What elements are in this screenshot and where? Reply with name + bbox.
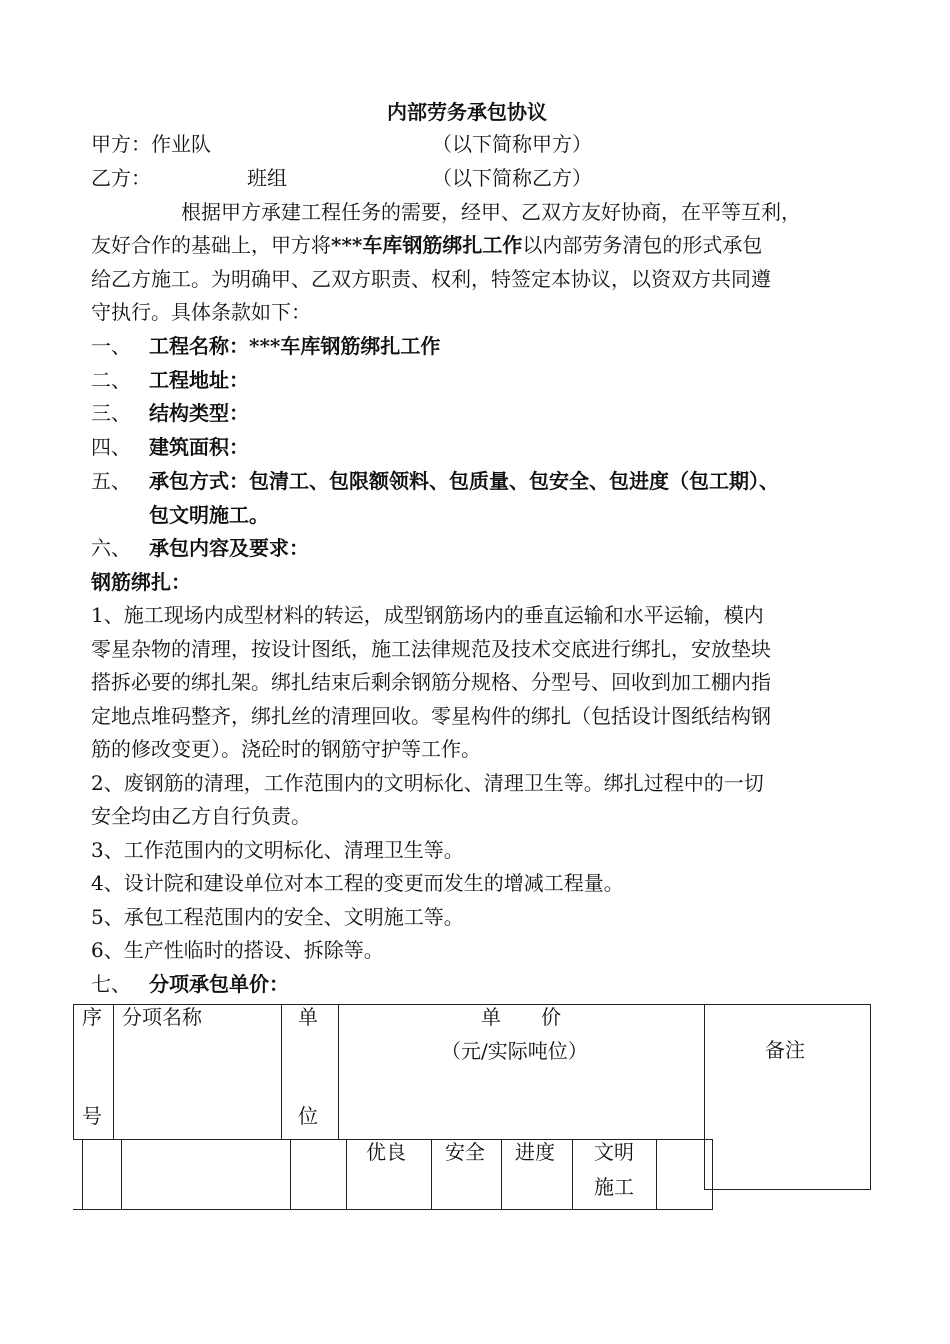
header-price-unit: （元/实际吨位） xyxy=(441,1039,588,1063)
table-border xyxy=(73,1004,74,1139)
item-line: 筋的修改变更）。浇砼时的钢筋守护等工作。 xyxy=(91,737,481,761)
party-b-note: （以下简称乙方） xyxy=(432,166,592,190)
item-line: 4、设计院和建设单位对本工程的变更而发生的增减工程量。 xyxy=(91,871,624,895)
item-line: 定地点堆码整齐，绑扎丝的清理回收。零星构件的绑扎（包括设计图纸结构钢 xyxy=(91,704,771,728)
header-price-title: 单 价 xyxy=(481,1005,561,1029)
party-b-label: 乙方： xyxy=(91,166,151,190)
clause-text: 建筑面积： xyxy=(149,435,249,459)
subheader-safety: 安全 xyxy=(445,1140,485,1164)
clause-number: 七、 xyxy=(91,972,131,996)
table-border xyxy=(656,1139,657,1210)
header-unit-bottom: 位 xyxy=(298,1104,318,1128)
clause-6 xyxy=(91,531,309,565)
subheader-good: 优良 xyxy=(366,1140,406,1164)
table-border xyxy=(281,1004,282,1139)
item-line: 2、废钢筋的清理，工作范围内的文明标化、清理卫生等。绑扎过程中的一切 xyxy=(91,771,764,795)
header-unit-top: 单 xyxy=(298,1005,318,1029)
header-seq-bottom: 号 xyxy=(82,1104,102,1128)
header-remark: 备注 xyxy=(765,1038,805,1062)
table-border xyxy=(113,1004,114,1139)
item-line: 零星杂物的清理，按设计图纸，施工法律规范及技术交底进行绑扎，安放垫块 xyxy=(91,637,771,661)
clause-1 xyxy=(91,329,440,363)
table-border xyxy=(346,1139,347,1210)
clause-number: 一、 xyxy=(91,334,131,358)
intro-line-1: 根据甲方承建工程任务的需要，经甲、乙双方友好协商，在平等互利， xyxy=(181,200,801,224)
table-border xyxy=(73,1209,713,1210)
item-line: 6、生产性临时的搭设、拆除等。 xyxy=(91,938,384,962)
header-seq-top: 序 xyxy=(82,1005,102,1029)
intro-line-2 xyxy=(91,228,762,262)
item-line: 安全均由乙方自行负责。 xyxy=(91,804,311,828)
table-border xyxy=(572,1139,573,1210)
table-border xyxy=(501,1139,502,1210)
party-a-note: （以下简称甲方） xyxy=(432,132,592,156)
clause-3 xyxy=(91,396,249,430)
clause-5 xyxy=(91,464,779,498)
item-line: 5、承包工程范围内的安全、文明施工等。 xyxy=(91,905,464,929)
table-border xyxy=(338,1004,339,1139)
clause-7 xyxy=(91,967,289,1001)
clause-4 xyxy=(91,430,249,464)
section-heading: 钢筋绑扎： xyxy=(91,570,191,594)
project-name-highlight: ***车库钢筋绑扎工作 xyxy=(331,233,523,257)
clause-5-continuation: 包文明施工。 xyxy=(149,503,269,527)
intro-line-2-start: 友好合作的基础上，甲方将 xyxy=(91,233,331,257)
intro-line-4: 守执行。具体条款如下： xyxy=(91,300,311,324)
clause-text: 结构类型： xyxy=(149,401,249,425)
clause-number: 二、 xyxy=(91,368,131,392)
clause-text: 分项承包单价： xyxy=(149,972,289,996)
item-line: 搭拆必要的绑扎架。绑扎结束后剩余钢筋分规格、分型号、回收到加工棚内指 xyxy=(91,670,771,694)
clause-2 xyxy=(91,363,249,397)
party-b-team: 班组 xyxy=(247,166,287,190)
table-border xyxy=(704,1004,705,1190)
table-border xyxy=(431,1139,432,1210)
clause-text: 工程名称：***车库钢筋绑扎工作 xyxy=(149,334,441,358)
page-title: 内部劳务承包协议 xyxy=(387,100,547,124)
subheader-progress: 进度 xyxy=(515,1140,555,1164)
header-item-name: 分项名称 xyxy=(122,1005,202,1029)
clause-number: 六、 xyxy=(91,536,131,560)
item-line: 1、施工现场内成型材料的转运，成型钢筋场内的垂直运输和水平运输，模内 xyxy=(91,603,764,627)
clause-number: 四、 xyxy=(91,435,131,459)
table-border xyxy=(870,1004,871,1190)
table-border xyxy=(82,1139,83,1210)
item-line: 3、工作范围内的文明标化、清理卫生等。 xyxy=(91,838,464,862)
clause-text: 工程地址： xyxy=(149,368,249,392)
table-border xyxy=(290,1139,291,1210)
subheader-civil-line2: 施工 xyxy=(594,1175,634,1199)
intro-line-3: 给乙方施工。为明确甲、乙双方职责、权利，特签定本协议，以资双方共同遵 xyxy=(91,267,771,291)
party-a-label: 甲方：作业队 xyxy=(91,132,211,156)
table-border xyxy=(121,1139,122,1210)
subheader-civil-line1: 文明 xyxy=(594,1140,634,1164)
clause-number: 五、 xyxy=(91,469,131,493)
clause-text: 承包内容及要求： xyxy=(149,536,309,560)
table-border xyxy=(712,1139,713,1210)
intro-line-2-end: 以内部劳务清包的形式承包 xyxy=(522,233,763,257)
clause-number: 三、 xyxy=(91,401,131,425)
clause-text: 承包方式：包清工、包限额领料、包质量、包安全、包进度（包工期）、 xyxy=(149,469,779,493)
table-border xyxy=(704,1189,870,1190)
